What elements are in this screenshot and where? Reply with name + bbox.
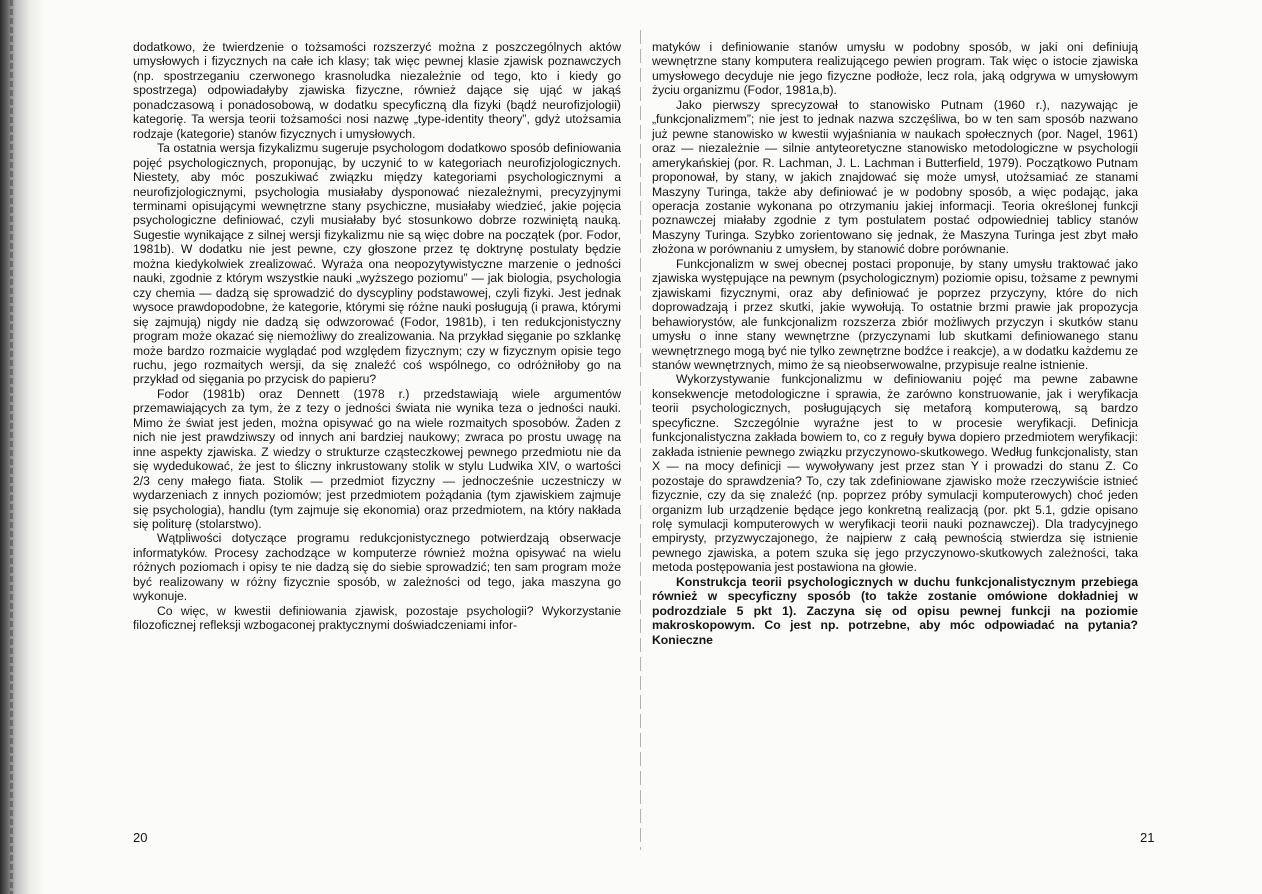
left-paragraph-5: Co więc, w kwestii definiowania zjawisk, pozostaje psychologii? Wykorzystanie filozoficznej refleksji wzbogaconej praktycznymi doświadczeniami infor- xyxy=(133,603,621,633)
left-paragraph-3: Fodor (1981b) oraz Dennett (1978 r.) przedstawiają wiele argumentów przemawiających za tym, że z tezy o jedności świata nie wynika teza o jedności nauki. Mimo że świat jest jeden, można opisywać go na wiele rozmaitych sposobów. Żaden z nich nie jest prawdziwszy od innych ani bardziej naukowy; zwraca po prostu uwagę na inne aspekty zjawiska. Z wiedzy o strukturze cząsteczkowej pewnego przedmiotu nie da się wydedukować, że jest to śliczny inkrustowany stolik w stylu Ludwika XIV, o wartości 2/3 ceny małego fiata. Stolik — przedmiot fizyczny — jednocześnie uczestniczy w wydarzeniach z innych poziomów; jest przedmiotem pożądania (tym zjawiskiem zajmuje się psychologia), handlu (tym zajmuje się ekonomia) oraz przedmiotem, na który nakłada się politurę (stolarstwo). xyxy=(133,386,621,531)
right-page-number: 21 xyxy=(1140,830,1155,845)
left-paragraph-1: dodatkowo, że twierdzenie o tożsamości rozszerzyć można z poszczególnych aktów umysłowych i fizycznych na całe ich klasy; tak więc pewnej klasie zjawisk poznawczych (np. spostrzeganiu czerwonego krasnoludka niezależnie od tego, kto i kiedy go spostrzega) odpowiadałyby zjawiska fizyczne, również dające się ująć w jakąś ponadczasową i ponadosobową, w dodatku specyficzną dla fizyki (bądź neurofizjologii) kategorię. Ta wersja teorii tożsamości nosi nazwę „type-identity theory”, gdyż utożsamia rodzaje (kategorie) stanów fizycznych i umysłowych. xyxy=(133,40,621,141)
right-paragraph-1: matyków i definiowanie stanów umysłu w podobny sposób, w jaki oni definiują wewnętrzne stany komputera realizującego pewien program. Tak więc o istocie zjawiska umysłowego decyduje nie jego fizyczne podłoże, lecz rola, jaką odgrywa w umysłowym życiu organizmu (Fodor, 1981a,b). xyxy=(652,40,1138,98)
right-paragraph-4: Wykorzystywanie funkcjonalizmu w definiowaniu pojęć ma pewne zabawne konsekwencje metodologiczne i sprawia, że zarówno konstruowanie, jak i weryfikacja teorii psychologicznych, posługujących się metaforą komputerową, są bardzo specyficzne. Szczególnie wyraźne jest to w procesie weryfikacji. Definicja funkcjonalistyczna zakłada bowiem to, co z reguły bywa dopiero przedmiotem weryfikacji: zakłada istnienie pewnego związku przyczynowo-skutkowego. Według funkcjonalisty, stan X — na mocy definicji — wywoływany jest przez stan Y i prowadzi do stanu Z. Co pozostaje do sprawdzenia? To, czy tak zdefiniowane zjawisko może rzeczywiście istnieć fizycznie, czy da się znaleźć (np. poprzez próby symulacji komputerowych) choć jeden organizm lub urządzenie będące jego konkretną realizacją (por. pkt 5.1, gdzie opisano rolę symulacji komputerowych w weryfikacji teorii nauki poznawczej). Dla tradycyjnego empirysty, przyzwyczajonego, że najpierw z całą pewnością stwierdza się istnienie pewnego zjawiska, a potem szuka się jego przyczynowo-skutkowych zależności, taka metoda postępowania jest postawiona na głowie. xyxy=(652,372,1138,575)
right-paragraph-3: Funkcjonalizm w swej obecnej postaci proponuje, by stany umysłu traktować jako zjawiska występujące na pewnym (psychologicznym) poziomie opisu, tożsame z pewnymi zjawiskami fizycznymi, oraz aby definiować je poprzez przyczyny, które do nich doprowadzają i przez skutki, jakie wywołują. To ostatnie brzmi prawie jak propozycja behawiorystów, ale funkcjonalizm rozszerza zbiór możliwych przyczyn i skutków stanu umysłu o inne stany wewnętrzne (przyczynami lub skutkami definiowanego stanu wewnętrznego mogą być nie tylko zewnętrzne bodźce i reakcje), a w dodatku każdemu ze stanów wewnętrznych, mimo że są nieobserwowalne, przypisuje realne istnienie. xyxy=(652,256,1138,372)
page-gutter-divider xyxy=(640,30,641,850)
book-binding-shadow xyxy=(0,0,44,894)
left-page-number: 20 xyxy=(133,830,148,845)
right-paragraph-5: Konstrukcja teorii psychologicznych w duchu funkcjonalistycznym przebiega również w specyficzny sposób (to także zostanie omówione dokładniej w podrozdziale 5 pkt 1). Zaczyna się od opisu pewnej funkcji na poziomie makroskopowym. Co jest np. potrzebne, aby móc odpowiadać na pytania? Konieczne xyxy=(652,574,1138,647)
left-paragraph-2: Ta ostatnia wersja fizykalizmu sugeruje psychologom dodatkowo sposób definiowania pojęć psychologicznych, proponując, by uczynić to w kategoriach neurofizjologicznych. Niestety, aby móc poszukiwać związku między kategoriami psychologicznymi a neurofizjologicznymi, psychologia musiałaby dysponować niezależnymi, precyzyjnymi terminami opisującymi wewnętrzne stany psychiczne, musiałaby wiedzieć, jakie pojęcia psychologiczne definiować, czyli musiałaby być stosunkowo dobrze rozwiniętą nauką. Sugestie wynikające z silnej wersji fizykalizmu nie są więc dobre na początek (por. Fodor, 1981b). W dodatku nie jest pewne, czy głoszone przez tę doktrynę postulaty będzie można kiedykolwiek zrealizować. Wyraża ona neopozytywistyczne marzenie o jedności nauki, zgodnie z którym wszystkie nauki „wyższego poziomu” — jak biologia, psychologia czy chemia — dadzą się sprowadzić do dyscypliny podstawowej, czyli fizyki. Jest jednak wysoce prawdopodobne, że kategorie, którymi się różne nauki posługują (i prawa, którymi się zajmują) nigdy nie dadzą się odwzorować (Fodor, 1981b), i ten redukcjonistyczny program może okazać się niemożliwy do zrealizowania. Na przykład sięganie po szklankę może bardzo rozmaicie wyglądać pod względem fizycznym; czy w fizycznym opisie tego ruchu, jego rozmaitych wersji, da się znaleźć coś wspólnego, co odróżniłoby go na przykład od sięgania po przycisk do papieru? xyxy=(133,141,621,387)
right-paragraph-2: Jako pierwszy sprecyzował to stanowisko Putnam (1960 r.), nazywając je „funkcjonalizmem”; nie jest to jednak nazwa szczęśliwa, bo w ten sam sposób nazwano już pewne stanowisko w kwestii wyjaśniania w naukach społecznych (por. Nagel, 1961) oraz — niezależnie — silnie antyteoretyczne stanowisko metodologiczne w psychologii amerykańskiej (por. R. Lachman, J. L. Lachman i Butterfield, 1979). Początkowo Putnam proponował, by stany, w jakich znajdować się może umysł, utożsamiać ze stanami Maszyny Turinga, także aby definiować je w podobny sposób, a więc podając, jaka operacja zostanie wykonana po otrzymaniu jakiej informacji. Teoria określonej funkcji poznawczej miałaby zgodnie z tym postulatem postać odpowiedniej tablicy stanów Maszyny Turinga. Szybko zorientowano się jednak, że Maszyna Turinga jest zbyt mało złożona w porównaniu z umysłem, by stanowić dobre porównanie. xyxy=(652,97,1138,257)
left-page xyxy=(133,40,621,633)
left-paragraph-4: Wątpliwości dotyczące programu redukcjonistycznego potwierdzają obserwacje informatyków. Procesy zachodzące w komputerze również można opisywać na wielu różnych poziomach i opisy te nie dadzą się do siebie sprowadzić; ten sam program może być realizowany w różny fizycznie sposób, w zależności od tego, jaka maszyna go wykonuje. xyxy=(133,531,621,604)
right-page xyxy=(652,40,1138,647)
